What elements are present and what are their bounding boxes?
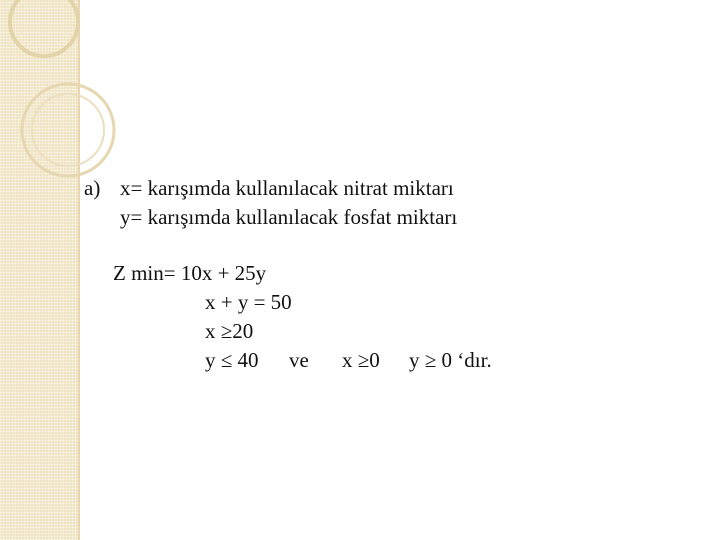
objective-function: Z min= 10x + 25y	[113, 261, 267, 285]
ring-middle-outer	[22, 84, 114, 176]
constraint-y: y ≤ 40	[205, 348, 259, 372]
item-marker: a)	[84, 176, 101, 200]
nonnegativity-x: x ≥0	[342, 348, 380, 372]
nonnegativity-y: y ≥ 0 ‘dır.	[409, 348, 492, 372]
constraint-sum: x + y = 50	[205, 290, 292, 314]
ring-top	[10, 0, 78, 56]
connector-word: ve	[289, 348, 309, 372]
ring-middle-inner	[32, 94, 104, 166]
definition-x: x= karışımda kullanılacak nitrat miktarı	[120, 176, 454, 200]
constraint-x: x ≥20	[205, 319, 254, 343]
definition-y: y= karışımda kullanılacak fosfat miktarı	[120, 205, 458, 229]
